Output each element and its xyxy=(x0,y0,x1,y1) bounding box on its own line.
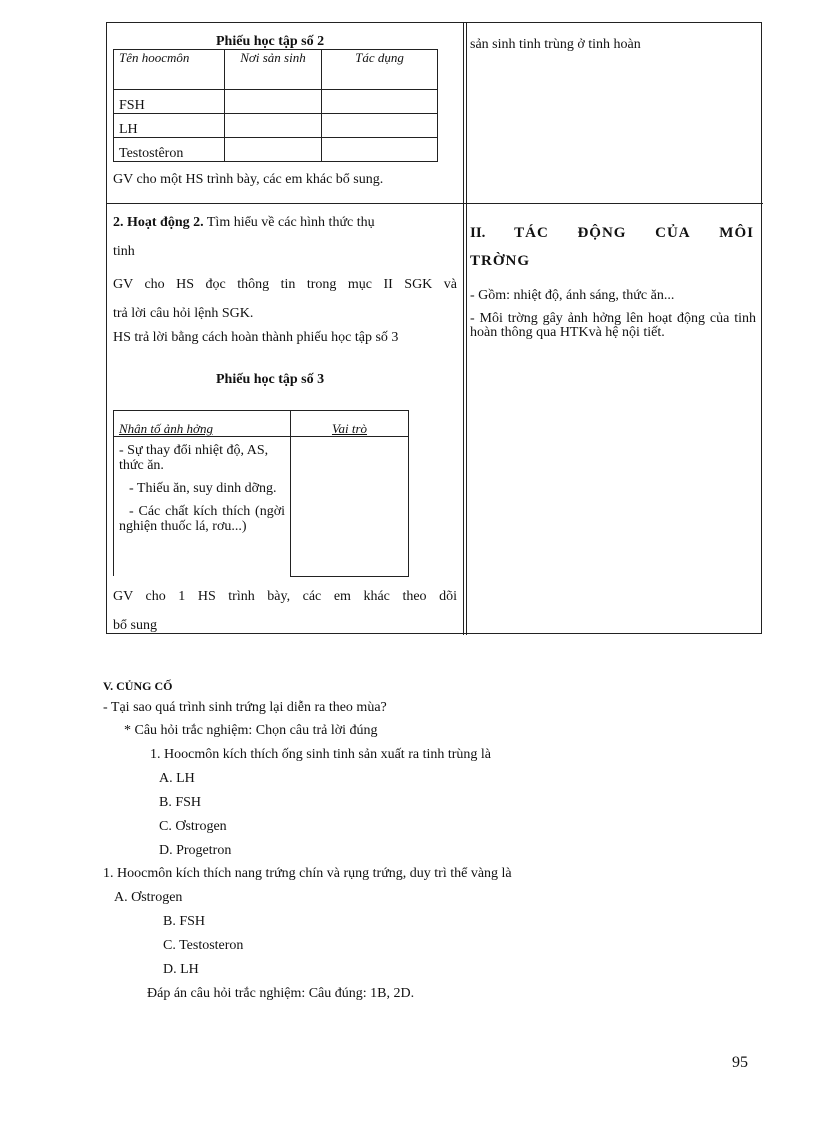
section-heading-line2: TRỜNG xyxy=(470,253,531,269)
sheet3-row-3: - Các chất kích thích (ngời nghiện thuốc lá, rơu...) xyxy=(119,504,285,534)
consolidation-heading: V. CỦNG CỐ xyxy=(103,679,173,693)
question-0: - Tại sao quá trình sinh trứng lại diễn ra theo mùa? xyxy=(103,700,387,715)
heading-word-3: CỦA xyxy=(655,225,691,241)
p1-line2: trả lời câu hỏi lệnh SGK. xyxy=(113,306,254,321)
sheet3-row-1: - Sự thay đổi nhiệt độ, AS, thức ăn. xyxy=(119,443,269,473)
sheet3-header-factor: Nhân tố ảnh hởng xyxy=(114,411,291,437)
q2-option-c: C. Testosteron xyxy=(163,938,244,953)
row-divider xyxy=(107,203,763,204)
q2-option-d: D. LH xyxy=(163,962,199,977)
mcq-intro: * Câu hỏi trắc nghiệm: Chọn câu trả lời đúng xyxy=(124,723,378,738)
sheet2-row-fsh: FSH xyxy=(114,90,225,114)
p2: HS trả lời bằng cách hoàn thành phiếu học tập số 3 xyxy=(113,330,399,345)
sheet2-header-hormone: Tên hoocmôn xyxy=(114,50,225,90)
q2-option-b: B. FSH xyxy=(163,914,206,929)
question-2: 1. Hoocmôn kích thích nang trứng chín và rụng trứng, duy trì thể vàng là xyxy=(103,866,512,881)
activity-heading xyxy=(113,215,375,231)
column-divider-double xyxy=(466,23,467,635)
activity-label: 2. Hoạt động 2. xyxy=(113,215,204,230)
gv-note-1: GV cho một HS trình bày, các em khác bổ sung. xyxy=(113,172,384,187)
answer-key: Đáp án câu hỏi trắc nghiệm: Câu đúng: 1B, 2D. xyxy=(147,986,415,1001)
q1-option-b: B. FSH xyxy=(159,795,202,810)
sheet2-row-testosteron: Testostêron xyxy=(114,138,225,162)
sheet2-header-effect: Tác dụng xyxy=(322,50,438,90)
sheet3-row-2: - Thiếu ăn, suy dinh dỡng. xyxy=(129,481,277,496)
sheet3-role-cell xyxy=(291,437,409,577)
q1-option-c: C. Ơstrogen xyxy=(159,819,227,834)
gv-note-2-line1: GV cho 1 HS trình bày, các em khác theo dõi xyxy=(113,589,457,604)
p1-line1: GV cho HS đọc thông tin trong mục II SGK và xyxy=(113,277,457,292)
right-top-text: sản sinh tinh trùng ở tinh hoàn xyxy=(470,37,641,52)
sheet2-table xyxy=(113,49,438,162)
sheet2-row-lh: LH xyxy=(114,114,225,138)
sheet2-header-origin: Nơi sản sinh xyxy=(225,50,322,90)
question-1: 1. Hoocmôn kích thích ống sinh tinh sản xuất ra tinh trùng là xyxy=(150,747,492,762)
sheet3-header-role: Vai trò xyxy=(291,411,409,437)
column-divider xyxy=(463,23,464,635)
sheet3-title: Phiếu học tập số 3 xyxy=(216,372,325,387)
q2-option-a: A. Ơstrogen xyxy=(114,890,183,905)
heading-word-4: MÔI xyxy=(719,225,754,241)
sheet3-table xyxy=(113,410,409,577)
q1-option-a: A. LH xyxy=(159,771,195,786)
sheet3-factors-cell xyxy=(114,437,291,577)
bullet-1: - Gồm: nhiệt độ, ánh sáng, thức ăn... xyxy=(470,288,675,303)
heading-word-1: TÁC xyxy=(514,225,549,241)
section-heading xyxy=(470,225,754,241)
heading-num: II. xyxy=(470,225,486,241)
activity-text-2: tinh xyxy=(113,244,135,259)
gv-note-2-line2: bổ sung xyxy=(113,618,157,633)
heading-word-2: ĐỘNG xyxy=(577,225,627,241)
sheet2-title: Phiếu học tập số 2 xyxy=(216,34,325,49)
activity-text: Tìm hiểu về các hình thức thụ xyxy=(206,215,375,230)
page-number: 95 xyxy=(732,1054,748,1071)
q1-option-d: D. Progetron xyxy=(159,843,232,858)
bullet-2: - Môi trờng gây ảnh hởng lên hoạt động của tinh hoàn thông qua HTKvà hệ nội tiết. xyxy=(470,311,756,340)
